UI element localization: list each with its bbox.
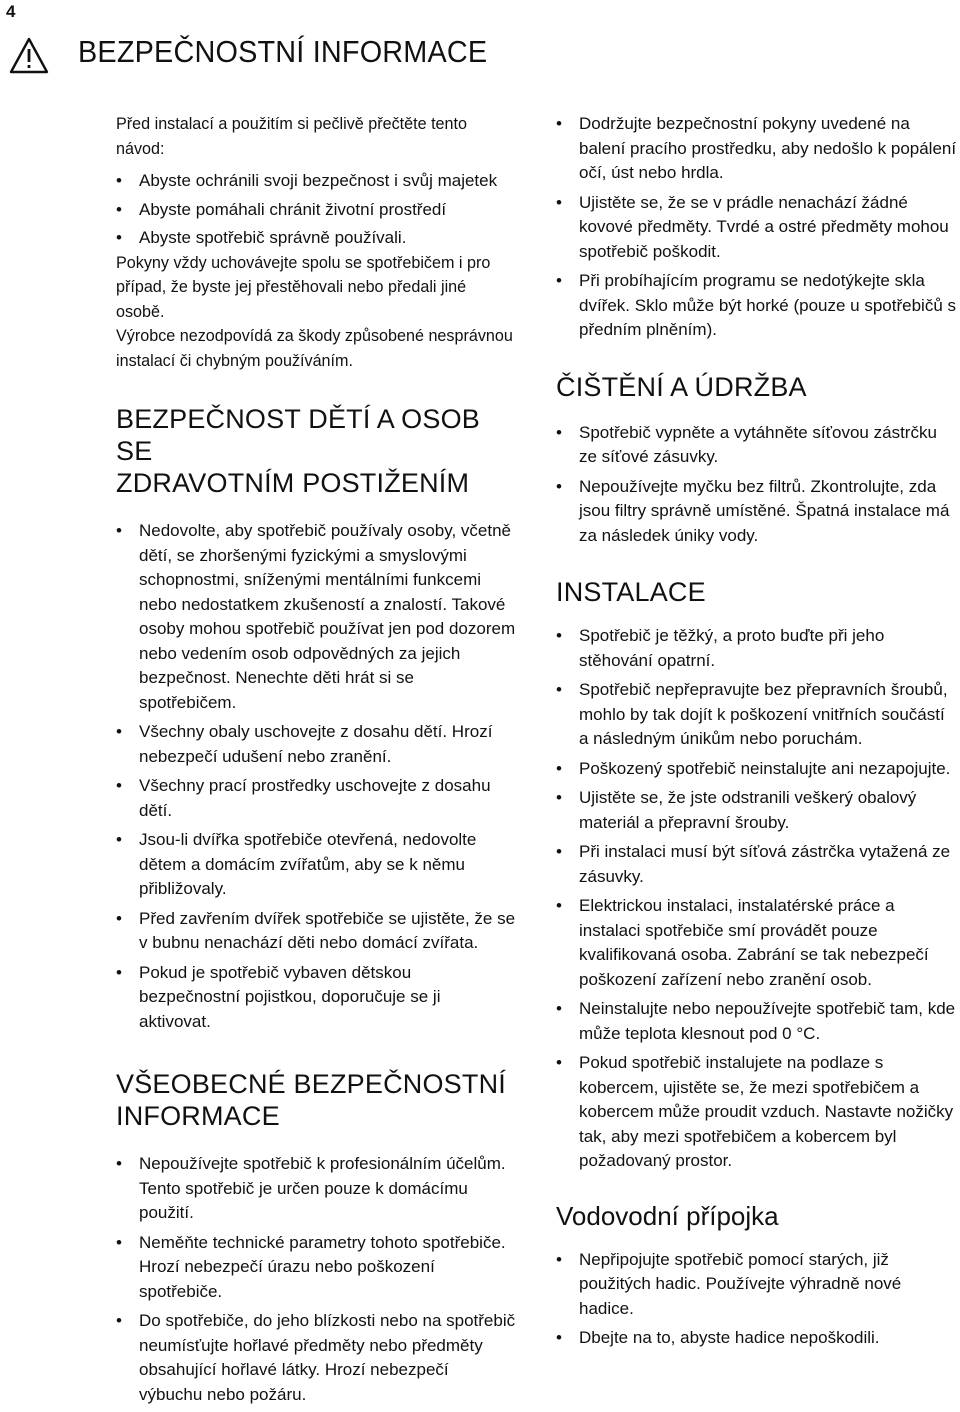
subsection-title-water: Vodovodní přípojka — [556, 1200, 779, 1231]
list-item: • Dodržujte bezpečnostní pokyny uvedené na balení pracího prostředku, aby nedošlo k popálení očí, úst nebo hrdla. — [556, 112, 958, 186]
list-item: • Neinstalujte nebo nepoužívejte spotřebič tam, kde může teplota klesnout pod 0 °C. — [556, 997, 958, 1046]
liability-text: Výrobce nezodpovídá za škody způsobené nesprávnou instalací či chybným používáním. — [116, 326, 513, 370]
list-item: • Nepoužívejte spotřebič k profesionálním účelům. Tento spotřebič je určen pouze k domácímu použití. — [116, 1152, 516, 1226]
intro-lead: Před instalací a použitím si pečlivě přečtěte tento návod: — [116, 114, 467, 158]
list-item: • Neměňte technické parametry tohoto spotřebiče. Hrozí nebezpečí úrazu nebo poškození spotřebiče. — [116, 1231, 516, 1305]
section-title-installation: INSTALACE — [556, 577, 706, 607]
detergent-list — [556, 112, 958, 343]
list-item: • Poškozený spotřebič neinstalujte ani nezapojujte. — [556, 757, 958, 782]
list-item: • Dbejte na to, abyste hadice nepoškodili. — [556, 1326, 958, 1351]
left-column — [116, 112, 516, 1412]
list-item: • Ujistěte se, že se v prádle nenachází žádné kovové předměty. Tvrdé a ostré předměty mohou spotřebič poškodit. — [556, 191, 958, 265]
list-item: • Spotřebič nepřepravujte bez přepravních šroubů, mohlo by tak dojít k poškození vnitřních součástí a následným únikům nebo poruchám. — [556, 678, 958, 752]
list-item: • Před zavřením dvířek spotřebiče se ujistěte, že se v bubnu nenachází děti nebo domácí zvířata. — [116, 907, 516, 956]
list-item: • Spotřebič vypněte a vytáhněte síťovou zástrčku ze síťové zásuvky. — [556, 421, 958, 470]
page-title: BEZPEČNOSTNÍ INFORMACE — [78, 34, 488, 69]
installation-list — [556, 624, 958, 1174]
section-title-cleaning: ČIŠTĚNÍ A ÚDRŽBA — [556, 371, 807, 402]
warning-triangle-icon — [8, 36, 50, 76]
children-list — [116, 519, 516, 1034]
page-number: 4 — [6, 2, 16, 21]
list-item: • Nedovolte, aby spotřebič používaly osoby, včetně dětí, se zhoršenými fyzickými a smyslovými schopnostmi, sníženými mentálními funkcemi nebo nedostatkem zkušeností a znalostí. Takové osoby mohou spotřebič používat jen pod dozorem nebo vedením osob odpovědných za jejich bezpečnost. Nenechte děti hrát si se spotřebičem. — [116, 519, 516, 715]
section-title-general: VŠEOBECNÉ BEZPEČNOSTNÍ INFORMACE — [116, 1069, 506, 1131]
list-item: • Abyste spotřebič správně používali. — [116, 226, 516, 251]
list-item: • Do spotřebiče, do jeho blízkosti nebo na spotřebič neumísťujte hořlavé předměty nebo předměty obsahující hořlavé látky. Hrozí nebezpečí výbuchu nebo požáru. — [116, 1309, 516, 1407]
list-item: • Jsou-li dvířka spotřebiče otevřená, nedovolte dětem a domácím zvířatům, aby se k němu přibližovaly. — [116, 828, 516, 902]
list-item: • Abyste pomáhali chránit životní prostředí — [116, 198, 516, 223]
water-list — [556, 1248, 958, 1351]
list-item: • Při probíhajícím programu se nedotýkejte skla dvířek. Sklo může být horké (pouze u spotřebičů s předním plněním). — [556, 269, 958, 343]
list-item: • Nepřipojujte spotřebič pomocí starých, již použitých hadic. Používejte výhradně nové hadice. — [556, 1248, 958, 1322]
general-list — [116, 1152, 516, 1407]
list-item: • Při instalaci musí být síťová zástrčka vytažená ze zásuvky. — [556, 840, 958, 889]
list-item: • Ujistěte se, že jste odstranili veškerý obalový materiál a přepravní šrouby. — [556, 786, 958, 835]
right-column — [556, 112, 958, 1356]
cleaning-list — [556, 421, 958, 549]
list-item: • Abyste ochránili svoji bezpečnost i svůj majetek — [116, 169, 516, 194]
list-item: • Spotřebič je těžký, a proto buďte při jeho stěhování opatrní. — [556, 624, 958, 673]
list-item: • Pokud je spotřebič vybaven dětskou bezpečnostní pojistkou, doporučuje se ji aktivovat. — [116, 961, 516, 1035]
list-item: • Nepoužívejte myčku bez filtrů. Zkontrolujte, zda jsou filtry správně umístěné. Špatná instalace má za následek úniky vody. — [556, 475, 958, 549]
list-item: • Elektrickou instalaci, instalatérské práce a instalaci spotřebiče smí provádět pouze kvalifikovaná osoba. Zabrání se tak nebezpečí poškození zařízení nebo zranění osob. — [556, 894, 958, 992]
section-title-children: BEZPEČNOST DĚTÍ A OSOB SE ZDRAVOTNÍM POSTIŽENÍM — [116, 404, 480, 498]
list-item: • Všechny obaly uschovejte z dosahu dětí. Hrozí nebezpečí udušení nebo zranění. — [116, 720, 516, 769]
keep-instructions-text: Pokyny vždy uchovávejte spolu se spotřebičem i pro případ, že byste jej přestěhovali nebo předali jiné osobě. — [116, 252, 491, 321]
intro-list — [116, 169, 516, 251]
list-item: • Všechny prací prostředky uschovejte z dosahu dětí. — [116, 774, 516, 823]
list-item: • Pokud spotřebič instalujete na podlaze s kobercem, ujistěte se, že mezi spotřebičem a kobercem může proudit vzduch. Nastavte nožičky tak, aby mezi spotřebičem a kobercem byl požadovaný prostor. — [556, 1051, 958, 1174]
